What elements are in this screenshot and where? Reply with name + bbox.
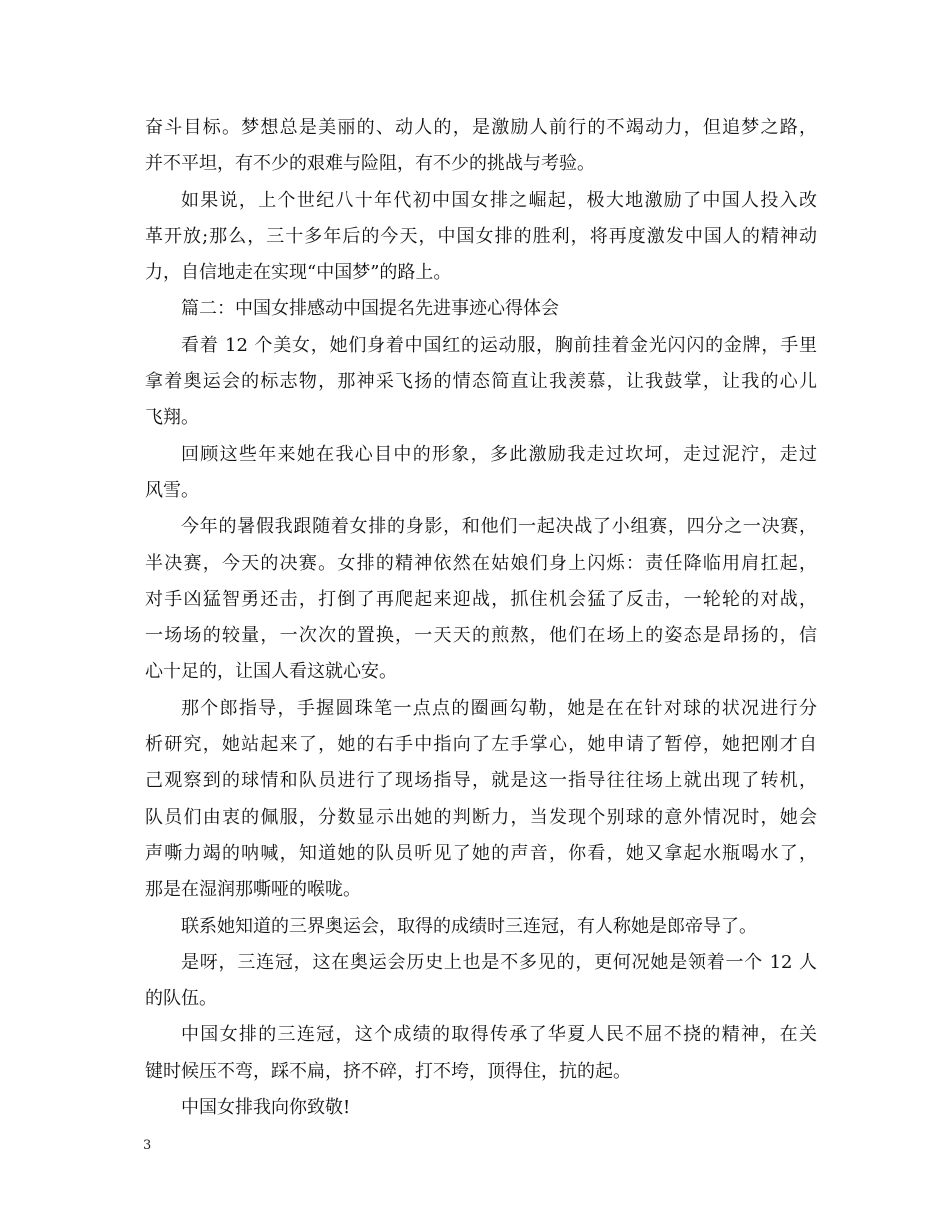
text-line: 风雪。: [145, 479, 199, 501]
paragraph-start-line: 如果说，上个世纪八十年代初中国女排之崛起，极大地激励了中国人投入改: [181, 189, 817, 211]
text-line: 的队伍。: [145, 988, 217, 1010]
paragraph-start-line: 看着 12 个美女，她们身着中国红的运动服，胸前挂着金光闪闪的金牌，手里: [181, 334, 817, 356]
text-line: 奋斗目标。梦想总是美丽的、动人的，是激励人前行的不竭动力，但追梦之路，: [145, 117, 817, 138]
text-line: 声嘶力竭的呐喊，知道她的队员听见了她的声音，你看，她又拿起水瓶喝水了，: [145, 842, 817, 864]
paragraph-start-line: 那个郎指导，手握圆珠笔一点点的圈画勾勒，她是在在针对球的状况进行分: [181, 697, 817, 719]
section-heading: 篇二：中国女排感动中国提名先进事迹心得体会: [181, 298, 559, 320]
text-line: 键时候压不弯，踩不扁，挤不碎，打不垮，顶得住，抗的起。: [145, 1060, 631, 1082]
text-line: 一场场的较量，一次次的置换，一天天的煎熬，他们在场上的姿态是昂扬的，信: [145, 625, 817, 647]
paragraph-start-line: 今年的暑假我跟随着女排的身影，和他们一起决战了小组赛，四分之一决赛，: [181, 516, 817, 538]
body-text: [145, 110, 817, 1126]
page-number: 3: [143, 1138, 152, 1153]
text-line: 革开放;那么，三十多年后的今天，中国女排的胜利，将再度激发中国人的精神动: [145, 225, 817, 247]
text-line: 拿着奥运会的标志物，那神采飞扬的情态简直让我羡慕，让我鼓掌，让我的心儿: [145, 371, 817, 393]
paragraph-line: 中国女排我向你致敬!: [181, 1097, 351, 1119]
text-line: 并不平坦，有不少的艰难与险阻，有不少的挑战与考验。: [145, 153, 595, 175]
paragraph-line: 联系她知道的三界奥运会，取得的成绩时三连冠，有人称她是郎帝导了。: [181, 915, 757, 937]
paragraph-start-line: 回顾这些年来她在我心目中的形象，多此激励我走过坎坷，走过泥泞，走过: [181, 443, 817, 465]
text-line: 己观察到的球情和队员进行了现场指导，就是这一指导往往场上就出现了转机，: [145, 770, 817, 792]
text-line: 对手凶猛智勇还击，打倒了再爬起来迎战，抓住机会猛了反击，一轮轮的对战，: [145, 588, 817, 610]
text-line: 半决赛，今天的决赛。女排的精神依然在姑娘们身上闪烁：责任降临用肩扛起，: [145, 552, 817, 574]
text-line: 飞翔。: [145, 407, 199, 429]
text-line: 那是在湿润那嘶哑的喉咙。: [145, 879, 361, 901]
text-line: 析研究，她站起来了，她的右手中指向了左手掌心，她申请了暂停，她把刚才自: [145, 734, 817, 756]
text-line: 队员们由衷的佩服，分数显示出她的判断力，当发现个别球的意外情况时，她会: [145, 806, 817, 828]
text-line: 心十足的，让国人看这就心安。: [145, 661, 397, 683]
paragraph-start-line: 是呀，三连冠，这在奥运会历史上也是不多见的，更何况她是领着一个 12 人: [181, 951, 817, 973]
paragraph-start-line: 中国女排的三连冠，这个成绩的取得传承了华夏人民不屈不挠的精神，在关: [181, 1024, 817, 1046]
text-line: 力，自信地走在实现“中国梦”的路上。: [145, 262, 452, 284]
